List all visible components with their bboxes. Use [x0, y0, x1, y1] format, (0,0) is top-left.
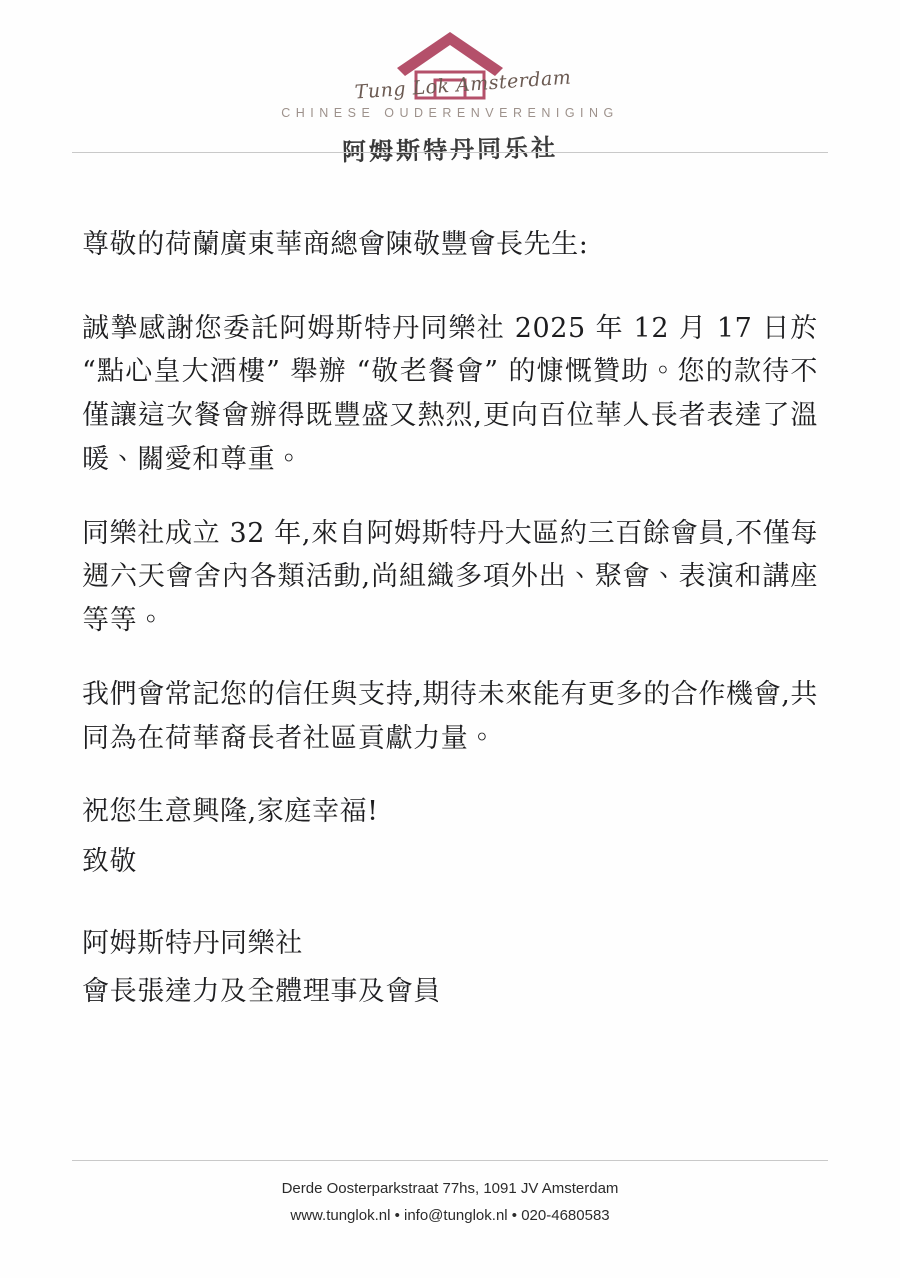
footer-divider: [72, 1160, 828, 1161]
footer-address: Derde Oosterparkstraat 77hs, 1091 JV Amsterdam: [281, 1179, 619, 1197]
closing-wish: 祝您生意興隆,家庭幸福!: [82, 796, 379, 828]
header-divider: [72, 152, 828, 153]
logo-chinese-name: 阿姆斯特丹同乐社: [341, 132, 559, 167]
footer-text: [0, 1175, 900, 1231]
letterhead: [0, 0, 900, 185]
paragraph-3: 我們會常記您的信任與支持,期待未來能有更多的合作機會,共同為在荷華裔長者社區貢獻力量。: [82, 678, 818, 754]
paragraph-1: 誠摯感謝您委託阿姆斯特丹同樂社 2025 年 12 月 17 日於 “點心皇大酒樓” 舉辦 “敬老餐會” 的慷慨贊助。您的款待不僅讓這次餐會辦得既豐盛又熱烈,更向百位華人長者表達了溫暖、關愛和尊重。: [82, 312, 818, 475]
paragraph-2: 同樂社成立 32 年,來自阿姆斯特丹大區約三百餘會員,不僅每週六天會舍內各類活動,尚組織多項外出、聚會、表演和講座等等。: [82, 517, 818, 637]
signature-people: 會長張達力及全體理事及會員: [82, 975, 441, 1007]
logo-subtitle: CHINESE OUDERENVERENIGING: [281, 106, 619, 120]
signature-organization: 阿姆斯特丹同樂社: [82, 927, 303, 959]
logo-block: [0, 28, 900, 165]
closing-regards: 致敬: [82, 846, 138, 878]
logo-script-wordmark: Tung Lok Amsterdam: [354, 66, 572, 104]
footer-contact: www.tunglok.nl • info@tunglok.nl • 020-4680583: [290, 1207, 610, 1225]
footer: [0, 1160, 900, 1231]
letter-body: [0, 185, 900, 1013]
salutation: 尊敬的荷蘭廣東華商總會陳敬豐會長先生:: [82, 229, 589, 260]
house-roof-icon: [354, 28, 572, 104]
